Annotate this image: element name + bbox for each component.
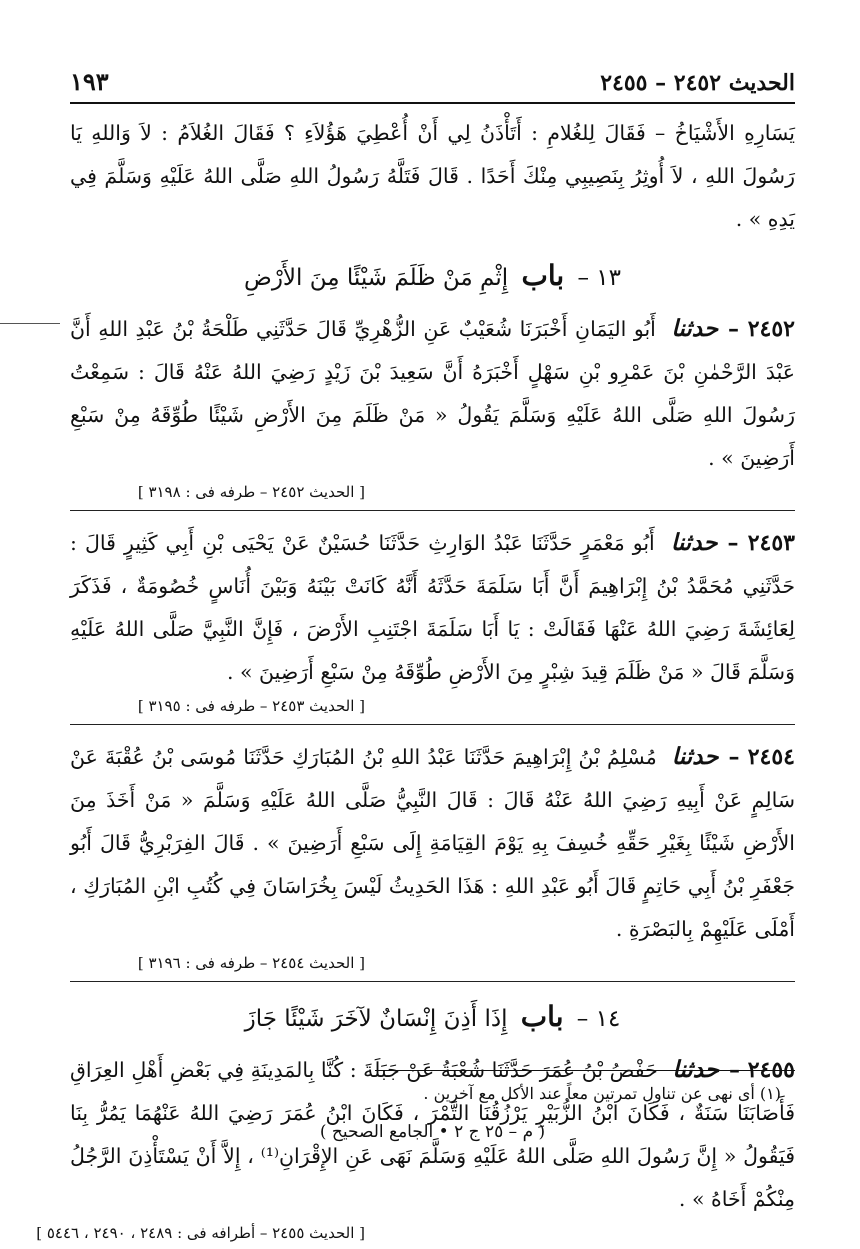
hadith-reference: [ الحديث ٢٤٥٤ – طرفه فى : ٣١٩٦ ] [137, 954, 365, 972]
intro-paragraph: يَسَارِهِ الأَشْيَاخُ – فَقَالَ لِلغُلامِ : أَتَأْذَنُ لِي أَنْ أُعْطِيَ هَؤُلاَءِ ؟ فَقَالَ الغُلاَمُ : لاَ وَاللهِ يَا رَسُولَ اللهِ ، لاَ أُوثِرُ بِنَصِيبِي مِنْكَ أَحَدًا . قَالَ فَتَلَّهُ رَسُولُ اللهِ صَلَّى اللهُ عَلَيْهِ وَسَلَّمَ فِي يَدِهِ » . [70, 121, 795, 231]
chapter-heading-13 [70, 253, 795, 301]
hadith-reference: [ الحديث ٢٤٥٢ – طرفه فى : ٣١٩٨ ] [137, 483, 365, 501]
hadith-2454 [70, 735, 795, 951]
hadith-text: مُسْلِمُ بْنُ إِبْرَاهِيمَ حَدَّثَنَا عَبْدُ اللهِ بْنُ المُبَارَكِ حَدَّثَنَا مُوسَى بْنُ عُقْبَةَ عَنْ سَالِمٍ عَنْ أَبِيهِ رَضِيَ اللهُ عَنْهُ قَالَ : قَالَ النَّبِيُّ صَلَّى اللهُ عَلَيْهِ وَسَلَّمَ « مَنْ أَخَذَ مِنَ الأَرْضِ شَيْئًا بِغَيْرِ حَقِّهِ خُسِفَ بِهِ يَوْمَ القِيَامَةِ إِلَى سَبْعِ أَرَضِينَ » . قَالَ الفِرَبْرِيُّ قَالَ أَبُو جَعْفَرِ بْنُ أَبِي حَاتِمٍ قَالَ أَبُو عَبْدِ اللهِ : هَذَا الحَدِيثُ لَيْسَ بِخُرَاسَانَ فِي كُتُبِ ابْنِ المُبَارَكِ ، أَمْلَى عَلَيْهِمْ بِالبَصْرَةِ . [70, 745, 795, 941]
hadith-number: ٢٤٥٤ – [728, 744, 795, 770]
footnote-area [70, 1070, 795, 1142]
hadith-text: أَبُو اليَمَانِ أَخْبَرَنَا شُعَيْبٌ عَنِ الزُّهْرِيِّ قَالَ حَدَّثَنِي طَلْحَةُ بْنُ عَبْدِ اللهِ أَنَّ عَبْدَ الرَّحْمٰنِ بْنَ عَمْرِو بْنِ سَهْلٍ أَخْبَرَهُ أَنَّ سَعِيدَ بْنَ زَيْدٍ رَضِيَ اللهُ عَنْهُ قَالَ : سَمِعْتُ رَسُولَ اللهِ صَلَّى اللهُ عَلَيْهِ وَسَلَّمَ يَقُولُ « مَنْ ظَلَمَ مِنَ الأَرْضِ شَيْئًا طُوِّقَهُ مِنْ سَبْعِ أَرَضِينَ » . [70, 317, 795, 470]
haddathana-label: حدثنا [671, 315, 719, 342]
chapter-number: ١٣ – [577, 265, 621, 291]
page-header [70, 58, 795, 104]
footnote-rule [375, 1070, 795, 1071]
hadith-2452 [70, 307, 795, 480]
bab-label: باب [521, 259, 565, 292]
page-number: ١٩٣ [70, 67, 109, 96]
signature-mark: ( م – ٢٥ ج ٢ • الجامع الصحيح ) [319, 1122, 546, 1142]
hadith-number: ٢٤٥٥ – [729, 1057, 795, 1083]
haddathana-label: حدثنا [670, 529, 718, 556]
hadith-text: حَفْصُ بْنُ عُمَرَ حَدَّثَنَا شُعْبَةُ عَنْ جَبَلَةَ : كُنَّا بِالمَدِينَةِ فِي بَعْضِ أَهْلِ العِرَاقِ فَأَصَابَنَا سَنَةٌ ، فَكَانَ ابْنُ الزُّبَيْرِ يَرْزُقُنَا التَّمْرَ ، فَكَانَ ابْنُ عُمَرَ رَضِيَ اللهُ عَنْهُمَا يَمُرُّ بِنَا فَيَقُولُ « إِنَّ رَسُولَ اللهِ صَلَّى اللهُ عَلَيْهِ وَسَلَّمَ نَهَى عَنِ الإِقْرَانِ⁽¹⁾ ، إِلاَّ أَنْ يَسْتَأْذِنَ الرَّجُلُ مِنْكُمْ أَخَاهُ » . [70, 1058, 796, 1211]
hadith-number: ٢٤٥٢ – [728, 316, 795, 342]
haddathana-label: حدثنا [671, 743, 719, 770]
running-title: الحديث ٢٤٥٢ – ٢٤٥٥ [600, 70, 795, 96]
footnote: (١) أى نهى عن تناول تمرتين معاً عند الأكل مع آخرين . [423, 1084, 781, 1103]
chapter-number: ١٤ – [576, 1006, 621, 1032]
haddathana-label: حدثنا [672, 1056, 719, 1083]
bab-label: باب [520, 1000, 564, 1033]
chapter-heading-14 [70, 994, 795, 1042]
hadith-number: ٢٤٥٣ – [727, 530, 795, 556]
hadith-2453 [70, 521, 795, 694]
chapter-title: إِذَا أَذِنَ إِنْسَانٌ لآخَرَ شَيْئًا جَازَ [244, 1006, 508, 1032]
divider [70, 724, 795, 725]
divider [70, 981, 795, 982]
hadith-reference: [ الحديث ٢٤٥٣ – طرفه فى : ٣١٩٥ ] [137, 697, 365, 715]
hadith-reference: [ الحديث ٢٤٥٥ – أطرافه فى : ٢٤٨٩ ، ٢٤٩٠ ، ٥٤٤٦ ] [36, 1224, 365, 1242]
margin-mark [0, 323, 60, 324]
hadith-text: أَبُو مَعْمَرٍ حَدَّثَنَا عَبْدُ الوَارِثِ حَدَّثَنَا حُسَيْنٌ عَنْ يَحْيَى بْنِ أَبِي كَثِيرٍ قَالَ : حَدَّثَنِي مُحَمَّدُ بْنُ إِبْرَاهِيمَ أَنَّ أَبَا سَلَمَةَ حَدَّثَهُ أَنَّهُ كَانَتْ بَيْنَهُ وَبَيْنَ أُنَاسٍ خُصُومَةٌ ، فَذَكَرَ لِعَائِشَةَ رَضِيَ اللهُ عَنْهَا فَقَالَتْ : يَا أَبَا سَلَمَةَ اجْتَنِبِ الأَرْضَ ، فَإِنَّ النَّبِيَّ صَلَّى اللهُ عَلَيْهِ وَسَلَّمَ قَالَ « مَنْ ظَلَمَ قِيدَ شِبْرٍ مِنَ الأَرْضِ طُوِّقَهُ مِنْ سَبْعِ أَرَضِينَ » . [70, 531, 795, 684]
chapter-title: إِثْمِ مَنْ ظَلَمَ شَيْئًا مِنَ الأَرْضِ [244, 265, 509, 291]
divider [70, 510, 795, 511]
